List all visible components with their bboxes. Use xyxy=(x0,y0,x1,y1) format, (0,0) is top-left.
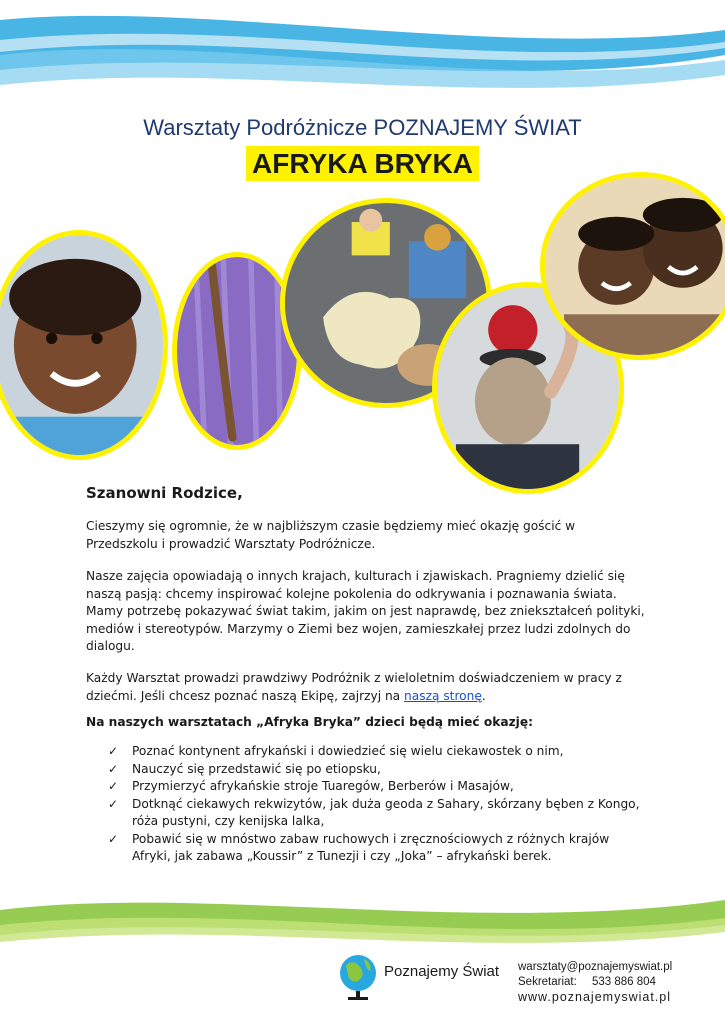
contact-email: warsztaty@poznajemyswiat.pl xyxy=(518,961,673,973)
contact-website: www.poznajemyswiat.pl xyxy=(518,990,671,1004)
list-item xyxy=(108,778,648,796)
two-boys-illustration xyxy=(545,177,725,355)
list-item-text: Przymierzyć afrykańskie stroje Tuaregów, Berberów i Masajów, xyxy=(132,779,514,793)
bottom-wave-decoration xyxy=(0,880,725,950)
list-item xyxy=(108,796,648,831)
list-item xyxy=(108,761,648,779)
contact-phone xyxy=(518,976,656,988)
list-item-text: Poznać kontynent afrykański i dowiedzieć się wielu ciekawostek o nim, xyxy=(132,744,564,758)
phone-number: 533 886 804 xyxy=(592,976,656,988)
photo-two-boys xyxy=(540,172,725,360)
girl-portrait-illustration xyxy=(0,235,163,455)
top-wave-decoration xyxy=(0,0,725,110)
photo-girl-braids xyxy=(0,230,168,460)
workshop-name-highlight: AFRYKA BRYKA xyxy=(246,146,479,181)
list-item xyxy=(108,743,648,761)
checkmark-icon: ✓ xyxy=(108,761,119,776)
checkmark-icon: ✓ xyxy=(108,744,119,758)
list-item xyxy=(108,831,648,866)
checkmark-icon: ✓ xyxy=(108,796,119,811)
logo-text: Poznajemy Świat xyxy=(384,963,500,980)
checkmark-icon: ✓ xyxy=(108,831,119,846)
paragraph-mission: Nasze zajęcia opowiadają o innych krajach, kulturach i zjawiskach. Pragniemy dzielić się naszą pasją: chcemy inspirować kolejne pokolenia do odkrywania i poznawania świata. Mamy potrzebę pokazywać świat takim, jakim on jest naprawdę, bez zniekształceń polityki, mediów i stereotypów. Marzymy o Ziemi bez wojen, zamieszkałej przez ludzi zdolnych do dialogu. xyxy=(86,569,645,653)
our-website-link[interactable]: naszą stronę xyxy=(404,688,482,703)
list-item-text: Dotknąć ciekawych rekwizytów, jak duża geoda z Sahary, skórzany bęben z Kongo, róża pustyni, czy kenijska lalka, xyxy=(132,796,640,828)
activities-list xyxy=(108,743,648,866)
paragraph-team-end: . xyxy=(481,688,486,703)
greeting: Szanowni Rodzice, xyxy=(86,484,243,502)
workshop-series-title: Warsztaty Podróżnicze POZNAJEMY ŚWIAT xyxy=(143,115,582,140)
list-item-text: Pobawić się w mnóstwo zabaw ruchowych i zręcznościowych z różnych krajów Afryki, jak zabawa „Koussir” z Tunezji i czy „Joka” – afrykański berek. xyxy=(132,831,610,863)
paragraph-intro: Cieszymy się ogromnie, że w najbliższym czasie będziemy mieć okazję gościć w Przedszkolu i prowadzić Warsztaty Podróżnicze. xyxy=(86,519,576,551)
list-intro: Na naszych warsztatach „Afryka Bryka” dzieci będą mieć okazję: xyxy=(86,715,533,729)
checkmark-icon: ✓ xyxy=(108,779,119,793)
list-item-text: Nauczyć się przedstawić się po etiopsku, xyxy=(132,761,381,776)
stick-illustration xyxy=(177,257,297,445)
paragraph-team-text: Każdy Warsztat prowadzi prawdziwy Podróżnik z wieloletnim doświadczeniem w pracy z dziećmi. Jeśli chcesz poznać naszą Ekipę, zajrzyj na xyxy=(86,671,622,703)
phone-label: Sekretariat: xyxy=(518,976,577,988)
paragraph-team xyxy=(86,670,646,705)
